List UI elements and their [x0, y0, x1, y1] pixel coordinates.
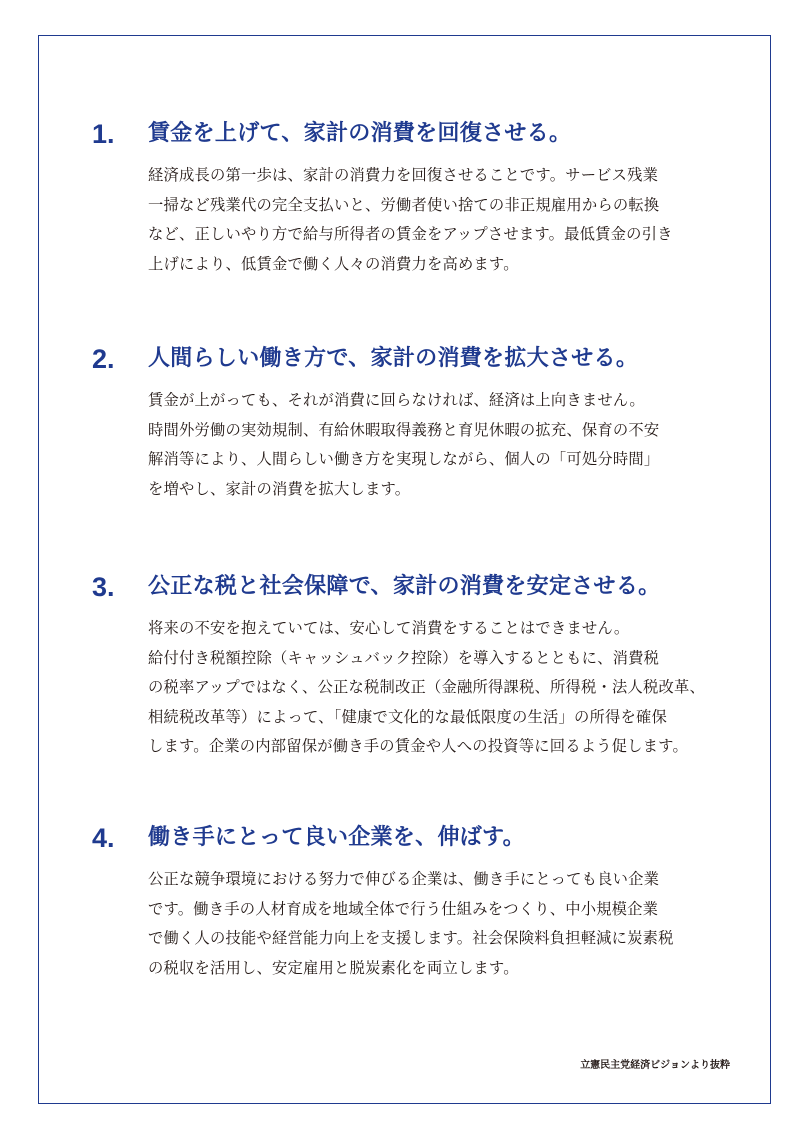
body-line: で働く人の技能や経営能力向上を支援します。社会保険料負担軽減に炭素税 — [148, 929, 674, 947]
body-line: 賃金が上がっても、それが消費に回らなければ、経済は上向きません。 — [148, 391, 645, 409]
section-body — [148, 614, 723, 762]
body-line: の税収を活用し、安定雇用と脱炭素化を両立します。 — [148, 958, 519, 977]
section-number: 3. — [92, 572, 115, 602]
body-line: を増やし、家計の消費を拡大します。 — [148, 479, 411, 498]
section-body — [148, 386, 723, 504]
section-number: 1. — [92, 119, 115, 149]
section-heading: 働き手にとって良い企業を、伸ばす。 — [148, 825, 525, 850]
body-line: 時間外労働の実効規制、有給休暇取得義務と育児休暇の拡充、保育の不安 — [148, 420, 660, 439]
body-line: など、正しいやり方で給与所得者の賃金をアップさせます。最低賃金の引き — [148, 225, 673, 243]
body-line: 一掃など残業代の完全支払いと、労働者使い捨ての非正規雇用からの転換 — [148, 195, 660, 214]
section-body — [148, 161, 723, 279]
body-line: します。企業の内部留保が働き手の賃金や人への投資等に回るよう促します。 — [148, 737, 688, 755]
section-heading: 公正な税と社会保障で、家計の消費を安定させる。 — [148, 574, 661, 599]
body-line: です。働き手の人材育成を地域全体で行う仕組みをつくり、中小規模企業 — [148, 899, 659, 918]
section-heading: 賃金を上げて、家計の消費を回復させる。 — [148, 121, 572, 146]
source-note: 立憲民主党経済ビジョンより抜粋 — [580, 1060, 730, 1071]
body-line: 経済成長の第一歩は、家計の消費力を回復させることです。サービス残業 — [148, 166, 659, 184]
body-line: の税率アップではなく、公正な税制改正（金融所得課税、所得税・法人税改革、 — [148, 678, 705, 696]
body-line: 将来の不安を抱えていては、安心して消費をすることはできません。 — [148, 619, 630, 637]
body-line: 上げにより、低賃金で働く人々の消費力を高めます。 — [148, 254, 519, 273]
section-heading: 人間らしい働き方で、家計の消費を拡大させる。 — [148, 346, 639, 371]
section-number: 2. — [92, 344, 115, 374]
body-line: 解消等により、人間らしい働き方を実現しながら、個人の「可処分時間」 — [148, 450, 660, 468]
section-number: 4. — [92, 823, 115, 853]
section-body — [148, 865, 723, 983]
body-line: 給付付き税額控除（キャッシュバック控除）を導入するとともに、消費税 — [148, 648, 660, 667]
body-line: 相続税改革等）によって、「健康で文化的な最低限度の生活」の所得を確保 — [148, 707, 667, 726]
body-line: 公正な競争環境における努力で伸びる企業は、働き手にとっても良い企業 — [148, 870, 660, 888]
